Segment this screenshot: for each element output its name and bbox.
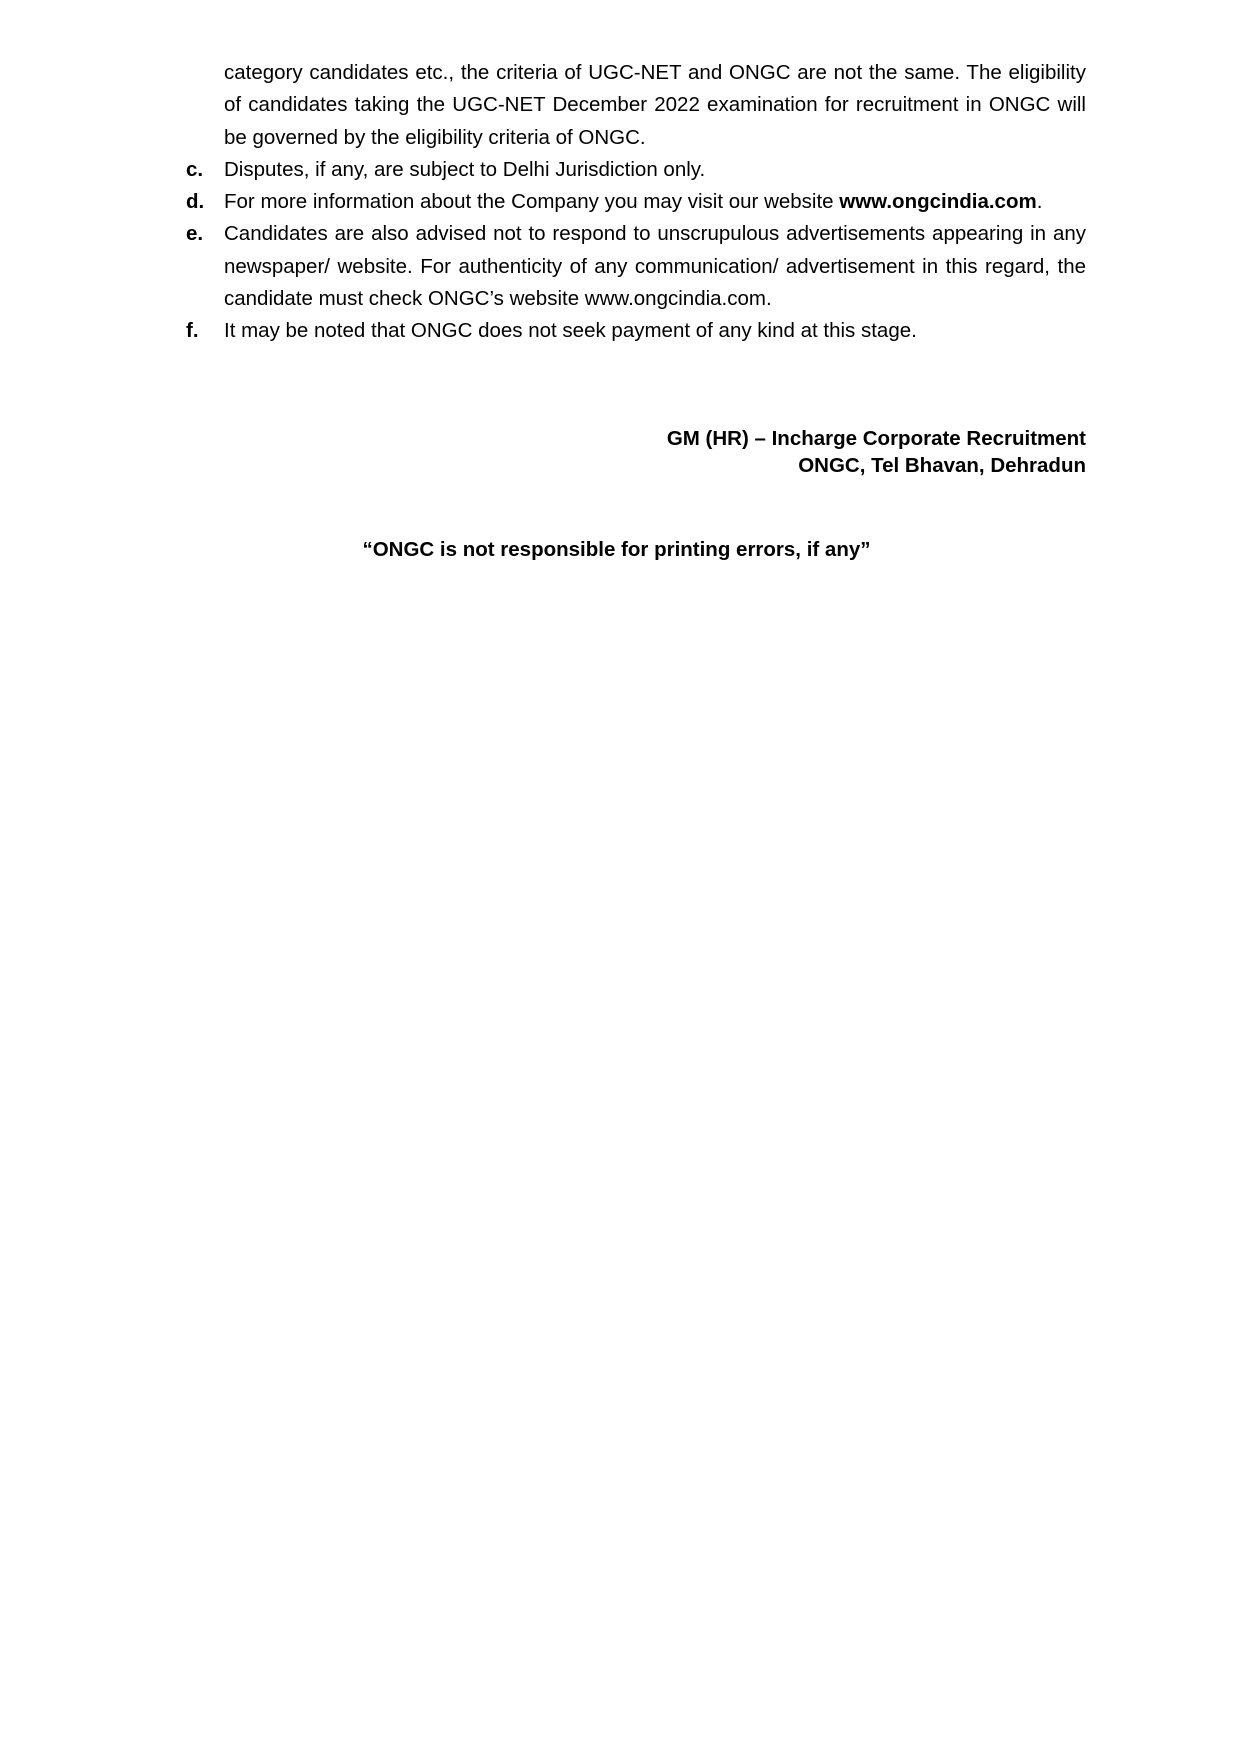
website-link[interactable]: www.ongcindia.com bbox=[839, 190, 1037, 214]
notes-list bbox=[186, 57, 1086, 348]
signature-title: GM (HR) – Incharge Corporate Recruitment bbox=[666, 427, 1086, 450]
note-text-f: It may be noted that ONGC does not seek payment of any kind at this stage. bbox=[224, 319, 917, 343]
note-item-f bbox=[186, 315, 1086, 347]
note-marker-f: f. bbox=[186, 319, 199, 343]
note-continuation bbox=[186, 57, 1086, 154]
disclaimer-note bbox=[0, 536, 1241, 563]
disclaimer-text: “ONGC is not responsible for printing errors, if any” bbox=[362, 538, 871, 561]
signature-address: ONGC, Tel Bhavan, Dehradun bbox=[798, 454, 1086, 477]
note-text-d-before: For more information about the Company you may visit our website bbox=[224, 190, 840, 214]
note-item-e bbox=[186, 218, 1086, 315]
note-continuation-text: category candidates etc., the criteria of UGC-NET and ONGC are not the same. The eligibility of candidates taking the UGC-NET December 2022 examination for recruitment in ONGC will be governed by the eligibility criteria of ONGC. bbox=[224, 61, 1086, 149]
note-marker-e: e. bbox=[186, 222, 204, 246]
note-item-c bbox=[186, 154, 1086, 186]
note-marker-d: d. bbox=[186, 190, 205, 214]
signature-block bbox=[667, 425, 1086, 479]
note-item-d bbox=[186, 186, 1086, 218]
note-text-d bbox=[224, 190, 1042, 213]
note-text-e: Candidates are also advised not to respond to unscrupulous advertisements appearing in any newspaper/ website. For authenticity of any communication/ advertisement in this regard, the candidate must check ONGC’s website www.ongcindia.com. bbox=[224, 222, 1086, 311]
note-text-c: Disputes, if any, are subject to Delhi Jurisdiction only. bbox=[224, 157, 706, 181]
note-marker-c: c. bbox=[186, 157, 204, 181]
note-text-d-after: . bbox=[1036, 190, 1043, 214]
